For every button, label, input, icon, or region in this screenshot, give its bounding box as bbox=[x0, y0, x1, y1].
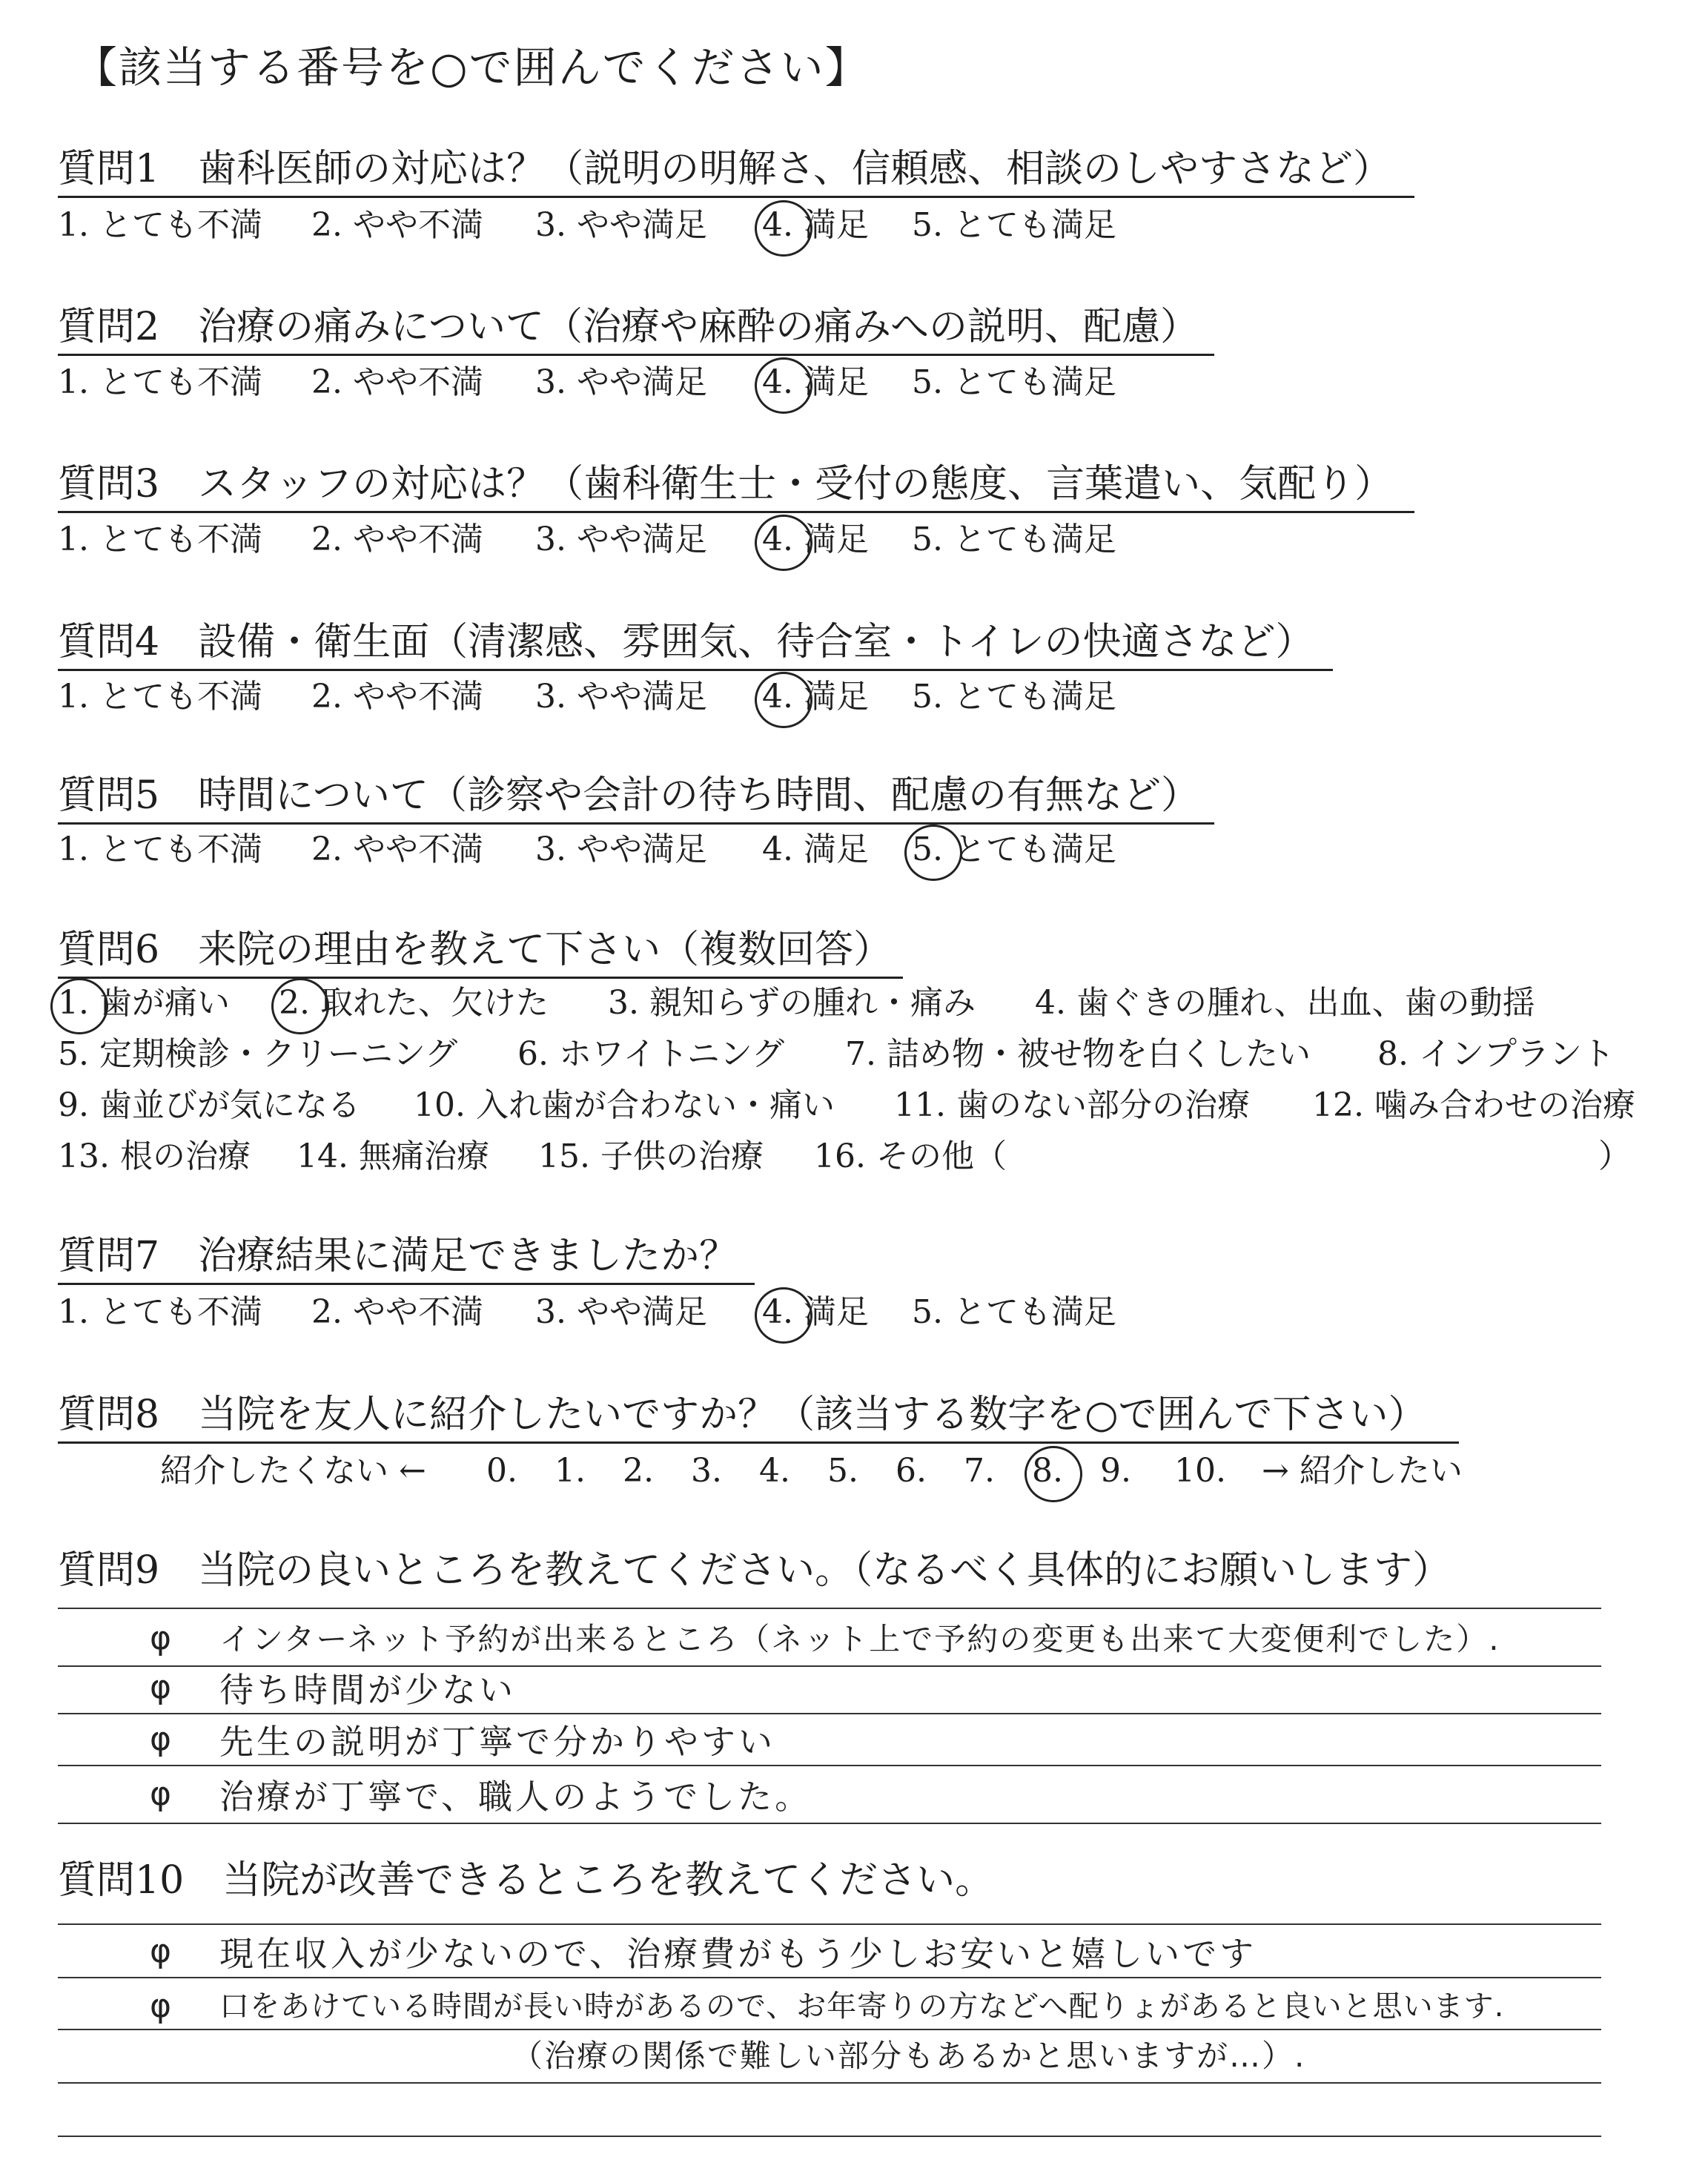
bullet-icon: φ bbox=[150, 1987, 172, 2025]
reason-15[interactable]: 15. 子供の治療 bbox=[538, 1137, 764, 1175]
option-5[interactable]: 5. とても満足 bbox=[912, 1293, 1116, 1331]
handwritten-answer: 現在収入が少ないので、治療費がもう少しお安いと嬉しいです bbox=[219, 1934, 1257, 1974]
reason-13[interactable]: 13. 根の治療 bbox=[58, 1137, 251, 1175]
handwritten-answer: 先生の説明が丁寧で分かりやすい bbox=[219, 1722, 775, 1762]
question-title: 質問10 当院が改善できるところを教えてください。 bbox=[58, 1858, 994, 1903]
other-close-paren: ） bbox=[1598, 1137, 1631, 1175]
question-title: 質問5 時間について（診察や会計の待ち時間、配慮の有無など） bbox=[58, 776, 1214, 825]
reason-9[interactable]: 9. 歯並びが気になる bbox=[58, 1086, 360, 1124]
writing-line bbox=[58, 1923, 1601, 1925]
reason-7[interactable]: 7. 詰め物・被せ物を白くしたい bbox=[845, 1035, 1311, 1073]
option-1[interactable]: 1. とても不満 bbox=[58, 1293, 262, 1331]
option-2[interactable]: 2. やや不満 bbox=[311, 521, 483, 558]
writing-line bbox=[58, 1823, 1601, 1824]
option-1[interactable]: 1. とても不満 bbox=[58, 678, 262, 716]
scale-7[interactable]: 7. bbox=[964, 1452, 995, 1490]
bullet-icon: φ bbox=[150, 1775, 172, 1813]
option-3[interactable]: 3. やや満足 bbox=[535, 206, 707, 244]
option-4[interactable]: 4. 満足 bbox=[762, 206, 869, 244]
writing-line bbox=[58, 1608, 1601, 1609]
question-title: 質問8 当院を友人に紹介したいですか？（該当する数字を○で囲んで下さい） bbox=[58, 1396, 1459, 1444]
option-3[interactable]: 3. やや満足 bbox=[535, 678, 707, 716]
option-4[interactable]: 4. 満足 bbox=[762, 830, 869, 868]
reason-10[interactable]: 10. 入れ歯が合わない・痛い bbox=[414, 1086, 835, 1124]
bullet-icon: φ bbox=[150, 1668, 172, 1706]
writing-line bbox=[58, 1765, 1601, 1766]
reason-12[interactable]: 12. 噛み合わせの治療 bbox=[1312, 1086, 1635, 1124]
reason-16[interactable]: 16. その他（ bbox=[814, 1137, 1007, 1175]
option-1[interactable]: 1. とても不満 bbox=[58, 206, 262, 244]
option-4[interactable]: 4. 満足 bbox=[762, 363, 869, 401]
writing-line bbox=[58, 1665, 1601, 1667]
option-2[interactable]: 2. やや不満 bbox=[311, 206, 483, 244]
bullet-icon: φ bbox=[150, 1932, 172, 1970]
option-5[interactable]: 5. とても満足 bbox=[912, 363, 1116, 401]
scale-5[interactable]: 5. bbox=[827, 1452, 858, 1490]
reason-6[interactable]: 6. ホワイトニング bbox=[517, 1035, 785, 1073]
scale-2[interactable]: 2. bbox=[623, 1452, 654, 1490]
handwritten-answer: （治療の関係で難しい部分もあるかと思いますが…）. bbox=[512, 2038, 1306, 2074]
handwritten-answer: 待ち時間が少ない bbox=[219, 1670, 516, 1710]
reason-11[interactable]: 11. 歯のない部分の治療 bbox=[894, 1086, 1250, 1124]
reason-1[interactable]: 1. 歯が痛い bbox=[58, 984, 230, 1022]
question-title: 質問4 設備・衛生面（清潔感、雰囲気、待合室・トイレの快適さなど） bbox=[58, 623, 1333, 671]
reason-5[interactable]: 5. 定期検診・クリーニング bbox=[58, 1035, 458, 1073]
question-title: 質問2 治療の痛みについて（治療や麻酔の痛みへの説明、配慮） bbox=[58, 308, 1214, 356]
writing-line bbox=[58, 2029, 1601, 2030]
option-3[interactable]: 3. やや満足 bbox=[535, 521, 707, 558]
reason-8[interactable]: 8. インプラント bbox=[1377, 1035, 1615, 1073]
option-5[interactable]: 5. とても満足 bbox=[912, 206, 1116, 244]
reason-4[interactable]: 4. 歯ぐきの腫れ、出血、歯の動揺 bbox=[1035, 984, 1535, 1022]
option-2[interactable]: 2. やや不満 bbox=[311, 678, 483, 716]
scale-left-label: 紹介したくない ← bbox=[160, 1452, 426, 1490]
reason-14[interactable]: 14. 無痛治療 bbox=[297, 1137, 489, 1175]
scale-1[interactable]: 1. bbox=[555, 1452, 586, 1490]
scale-10[interactable]: 10. bbox=[1174, 1452, 1226, 1490]
option-4[interactable]: 4. 満足 bbox=[762, 1293, 869, 1331]
writing-line bbox=[58, 2082, 1601, 2084]
option-2[interactable]: 2. やや不満 bbox=[311, 363, 483, 401]
option-2[interactable]: 2. やや不満 bbox=[311, 1293, 483, 1331]
question-title: 質問6 来院の理由を教えて下さい（複数回答） bbox=[58, 931, 903, 979]
option-5[interactable]: 5. とても満足 bbox=[912, 521, 1116, 558]
option-1[interactable]: 1. とても不満 bbox=[58, 363, 262, 401]
question-title: 質問3 スタッフの対応は？（歯科衛生士・受付の態度、言葉遣い、気配り） bbox=[58, 465, 1414, 513]
question-title: 質問1 歯科医師の対応は？（説明の明解さ、信頼感、相談のしやすさなど） bbox=[58, 150, 1414, 198]
option-3[interactable]: 3. やや満足 bbox=[535, 830, 707, 868]
option-3[interactable]: 3. やや満足 bbox=[535, 363, 707, 401]
handwritten-answer: インターネット予約が出来るところ（ネット上で予約の変更も出来て大変便利でした）. bbox=[219, 1621, 1500, 1657]
scale-right-label: → 紹介したい bbox=[1262, 1452, 1463, 1490]
option-4[interactable]: 4. 満足 bbox=[762, 521, 869, 558]
option-2[interactable]: 2. やや不満 bbox=[311, 830, 483, 868]
option-1[interactable]: 1. とても不満 bbox=[58, 830, 262, 868]
handwritten-answer: 治療が丁寧で、職人のようでした。 bbox=[219, 1777, 812, 1817]
option-1[interactable]: 1. とても不満 bbox=[58, 521, 262, 558]
question-title: 質問7 治療結果に満足できましたか？ bbox=[58, 1237, 755, 1285]
reason-3[interactable]: 3. 親知らずの腫れ・痛み bbox=[608, 984, 976, 1022]
writing-line bbox=[58, 1977, 1601, 1978]
page-title: 【該当する番号を○で囲んでください】 bbox=[74, 42, 870, 93]
scale-8[interactable]: 8. bbox=[1032, 1452, 1063, 1490]
scale-6[interactable]: 6. bbox=[896, 1452, 927, 1490]
handwritten-answer: 口をあけている時間が長い時があるので、お年寄りの方などへ配りょがあると良いと思います. bbox=[219, 1989, 1505, 2024]
reason-2[interactable]: 2. 取れた、欠けた bbox=[279, 984, 549, 1022]
scale-0[interactable]: 0. bbox=[486, 1452, 517, 1490]
option-3[interactable]: 3. やや満足 bbox=[535, 1293, 707, 1331]
writing-line bbox=[58, 1713, 1601, 1714]
bullet-icon: φ bbox=[150, 1720, 172, 1758]
option-4[interactable]: 4. 満足 bbox=[762, 678, 869, 716]
option-5[interactable]: 5. とても満足 bbox=[912, 678, 1116, 716]
option-5[interactable]: 5. とても満足 bbox=[912, 830, 1116, 868]
scale-3[interactable]: 3. bbox=[691, 1452, 722, 1490]
scale-9[interactable]: 9. bbox=[1100, 1452, 1131, 1490]
writing-line bbox=[58, 2136, 1601, 2137]
scale-4[interactable]: 4. bbox=[759, 1452, 790, 1490]
bullet-icon: φ bbox=[150, 1619, 172, 1657]
question-title: 質問9 当院の良いところを教えてください。（なるべく具体的にお願いします） bbox=[58, 1548, 1452, 1593]
